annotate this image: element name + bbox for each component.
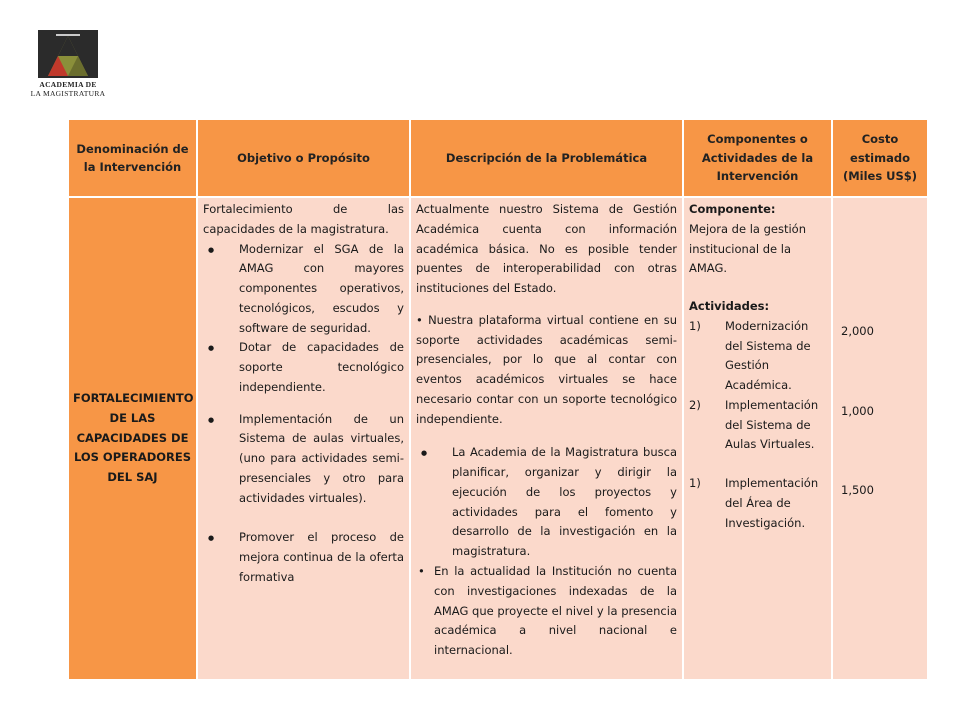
activity-text: Implementación del Área de Investigación.: [725, 476, 819, 530]
problematica-p1: Actualmente nuestro Sistema de Gestión Académica cuenta con información académica básica. No es posible tender puentes de interoperabilidad con otras instituciones del Estado.: [416, 202, 677, 296]
actividades-list: [689, 317, 826, 534]
header-componentes: Componentes o Actividades de la Intervención: [683, 119, 832, 197]
costo-cell: [832, 197, 928, 680]
logo-emblem-icon: [38, 30, 98, 78]
objetivo-cell: [197, 197, 410, 680]
list-item: ● La Academia de la Magistratura busca planificar, organizar y dirigir la ejecución de los proyectos y actividades para el fomento y desarrollo de la investigación en la magistratura.: [416, 443, 677, 562]
list-item: • En la actualidad la Institución no cuenta con investigaciones indexadas de la AMAG que proyecte el nivel y la presencia académica a nivel nacional e internacional.: [416, 562, 677, 661]
table-row: [68, 197, 928, 680]
denominacion-cell: FORTALECIMIENTO DE LAS CAPACIDADES DE LOS OPERADORES DEL SAJ: [68, 197, 197, 680]
problematica-cell: [410, 197, 683, 680]
componentes-cell: [683, 197, 832, 680]
list-item: ● Modernizar el SGA de la AMAG con mayores componentes operativos, tecnológicos, escudos y software de seguridad.: [203, 240, 404, 339]
list-item: ● Dotar de capacidades de soporte tecnológico independiente.: [203, 338, 404, 397]
list-item: [689, 396, 826, 455]
activity-number: 1): [689, 318, 701, 333]
academia-logo: [22, 30, 114, 102]
objetivo-list: [203, 240, 404, 588]
objetivo-intro: Fortalecimiento de las capacidades de la magistratura.: [203, 202, 404, 236]
problematica-p2: • Nuestra plataforma virtual contiene en su soporte actividades académicas semi-presenciales, por lo que al contar con eventos académicos virtuales se hace necesario contar con un soporte tecnológico independiente.: [416, 312, 677, 426]
list-item: [689, 317, 826, 396]
componente-label: Componente:: [689, 202, 776, 216]
logo-text-line2: LA MAGISTRATURA: [30, 89, 106, 98]
table-header-row: [68, 119, 928, 197]
header-problematica: Descripción de la Problemática: [410, 119, 683, 197]
header-costo: Costo estimado (Miles US$): [832, 119, 928, 197]
header-objetivo: Objetivo o Propósito: [197, 119, 410, 197]
costo-value: 1,000: [841, 404, 874, 418]
actividades-label: Actividades:: [689, 299, 770, 314]
componente-text: Mejora de la gestión institucional de la AMAG.: [689, 221, 806, 276]
list-item: [689, 474, 826, 533]
list-item: ● Promover el proceso de mejora continua de la oferta formativa: [203, 528, 404, 587]
intervention-table: [67, 118, 929, 681]
activity-number: 1): [689, 476, 701, 491]
activity-text: Implementación del Sistema de Aulas Virtuales.: [725, 397, 819, 452]
activity-text: Modernización del Sistema de Gestión Académica.: [725, 318, 811, 393]
costo-value: 1,500: [841, 483, 874, 497]
problematica-list-2: [416, 562, 677, 661]
costo-value: 2,000: [841, 324, 874, 338]
list-item: ● Implementación de un Sistema de aulas virtuales, (uno para actividades semi-presenciales y otro para actividades virtuales).: [203, 410, 404, 509]
activity-number: 2): [689, 397, 701, 412]
problematica-list: [416, 443, 677, 562]
logo-text-line1: ACADEMIA DE: [39, 80, 97, 89]
header-denominacion: Denominación de la Intervención: [68, 119, 197, 197]
